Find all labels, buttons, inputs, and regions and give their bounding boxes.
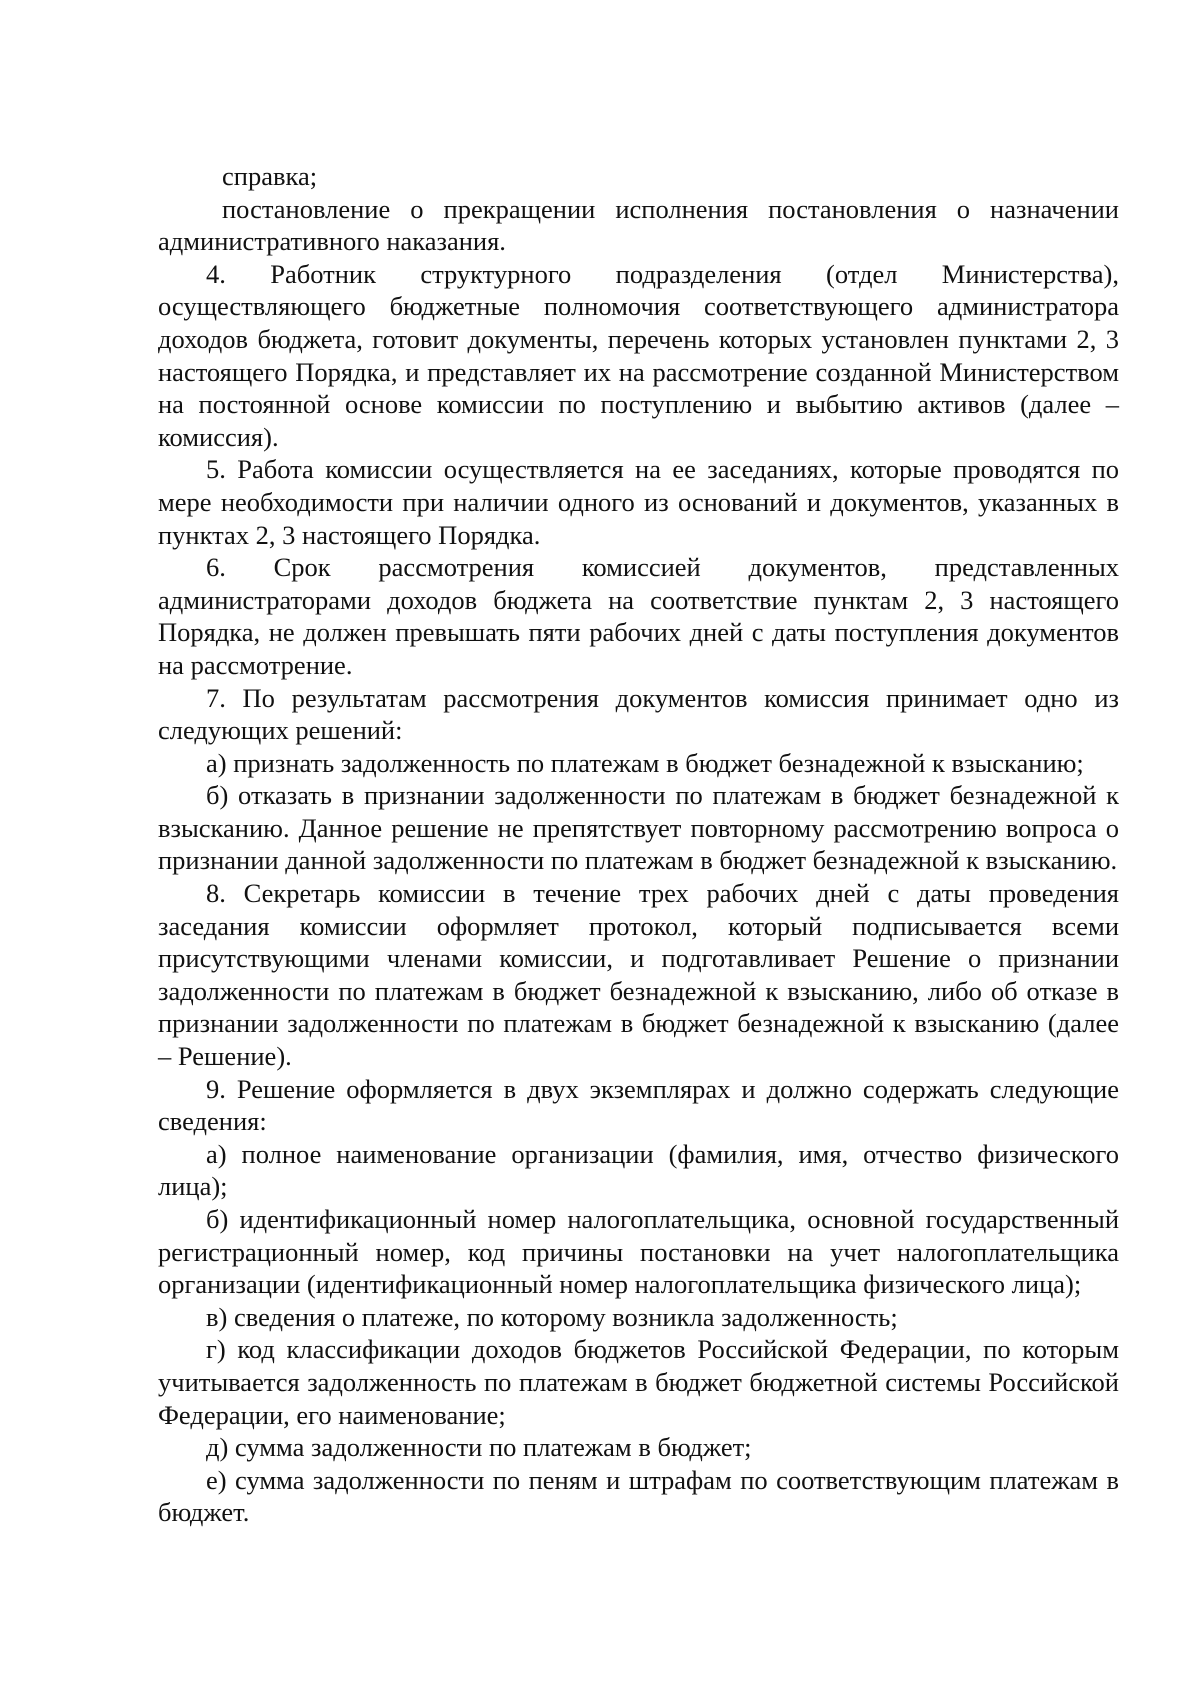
paragraph-item-6: 6. Срок рассмотрения комиссией документов, представленных администраторами доходов бюджета на соответствие пунктам 2, 3 настоящего Порядка, не должен превышать пяти рабочих дней с даты поступления документов на рассмотрение. — [158, 552, 1119, 680]
paragraph-item-7: 7. По результатам рассмотрения документов комиссия принимает одно из следующих решений: — [158, 682, 1119, 746]
paragraph-item-9d: д) сумма задолженности по платежам в бюджет; — [206, 1432, 752, 1463]
paragraph-item-9v: в) сведения о платеже, по которому возникла задолженность; — [206, 1301, 898, 1332]
paragraph-item-9a: а) полное наименование организации (фамилия, имя, отчество физического лица); — [158, 1138, 1119, 1202]
paragraph-item-9: 9. Решение оформляется в двух экземплярах и должно содержать следующие сведения: — [158, 1073, 1119, 1137]
paragraph-item-7a: а) признать задолженность по платежам в бюджет безнадежной к взысканию; — [206, 747, 1084, 778]
paragraph-item-7b: б) отказать в признании задолженности по платежам в бюджет безнадежной к взысканию. Данное решение не препятствует повторному рассмотрению вопроса о признании данной задолженности по платежам в бюджет безнадежной к взысканию. — [158, 780, 1119, 876]
paragraph-item-9b: б) идентификационный номер налогоплательщика, основной государственный регистрационный номер, код причины постановки на учет налогоплательщика организации (идентификационный номер налогоплательщика физического лица); — [158, 1204, 1119, 1300]
paragraph-item-9g: г) код классификации доходов бюджетов Российской Федерации, по которым учитывается задолженность по платежам в бюджет бюджетной системы Российской Федерации, его наименование; — [158, 1334, 1119, 1430]
paragraph-item-9e: е) сумма задолженности по пеням и штрафам по соответствующим платежам в бюджет. — [158, 1464, 1119, 1528]
paragraph-postanovlenie: постановление о прекращении исполнения постановления о назначении административного наказания. — [158, 193, 1119, 257]
paragraph-spravka: справка; — [222, 161, 318, 191]
paragraph-item-4: 4. Работник структурного подразделения (отдел Министерства), осуществляющего бюджетные полномочия соответствующего администратора доходов бюджета, готовит документы, перечень которых установлен пунктами 2, 3 настоящего Порядка, и представляет их на рассмотрение созданной Министерством на постоянной основе комиссии по поступлению и выбытию активов (далее – комиссия). — [158, 258, 1119, 452]
document-page — [158, 160, 1119, 1529]
paragraph-item-5: 5. Работа комиссии осуществляется на ее заседаниях, которые проводятся по мере необходимости при наличии одного из оснований и документов, указанных в пунктах 2, 3 настоящего Порядка. — [158, 454, 1119, 550]
paragraph-item-8: 8. Секретарь комиссии в течение трех рабочих дней с даты проведения заседания комиссии оформляет протокол, который подписывается всеми присутствующими членами комиссии, и подготавливает Решение о признании задолженности по платежам в бюджет безнадежной к взысканию, либо об отказе в признании задолженности по платежам в бюджет безнадежной к взысканию (далее – Решение). — [158, 878, 1119, 1072]
